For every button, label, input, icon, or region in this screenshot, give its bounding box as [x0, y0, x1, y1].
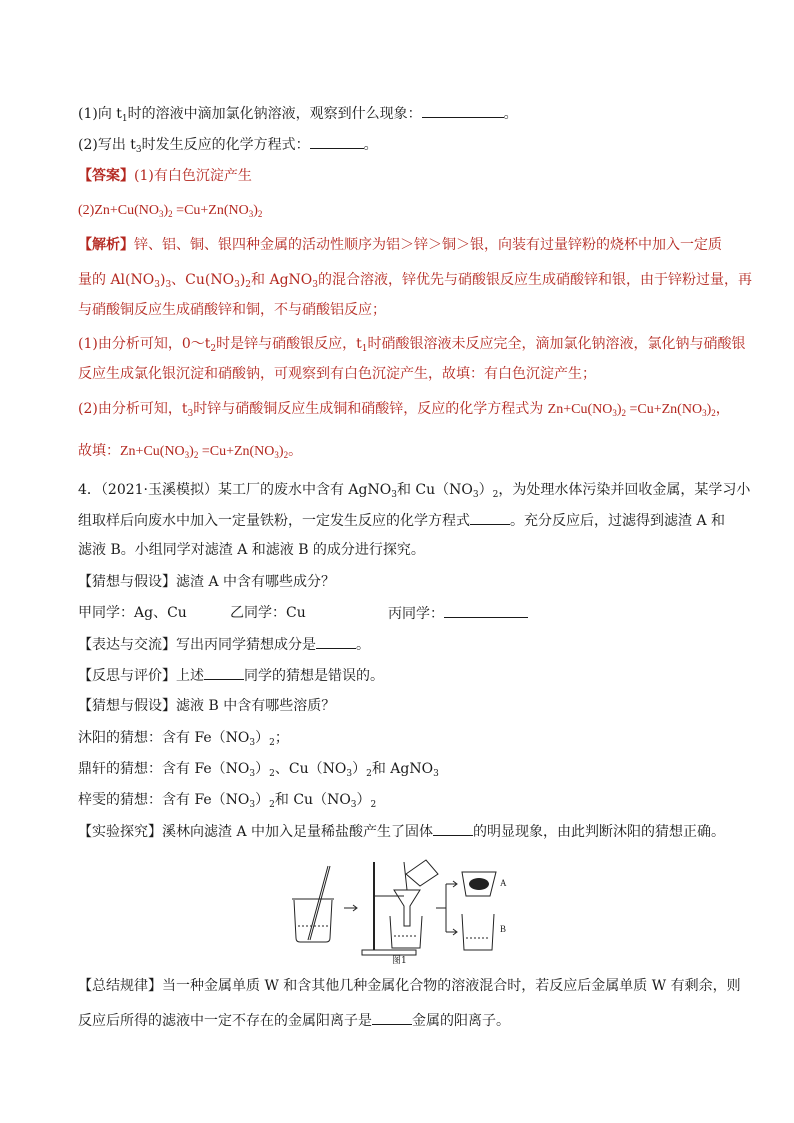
- experiment: 【实验探究】溪林向滤渣 A 中加入足量稀盐酸产生了固体 的明显现象，由此判断沐阳的猜想正确。: [78, 821, 725, 842]
- analysis-line-4: (1)由分析可知，$0\sim t_2$时是锌与硝酸银反应，$t_1$时硝酸银溶液未反应完全，滴加氯化钠溶液，氯化钠与硝酸银: [78, 336, 746, 354]
- guess-dingxuan: 鼎轩的猜想：含有 $Fe(NO_3)_2$、$Cu(NO_3)_2$和 AgNO$_3$: [78, 761, 439, 779]
- hypothesis-2: 【猜想与假设】滤液 B 中含有哪些溶质？: [78, 698, 336, 714]
- analysis-line-2: 量的 $Al(NO_3)_3$、$Cu(NO_3)_2$和 AgNO$_3$的混合溶液，锌优先与硝酸银反应生成硝酸锌和银，由于锌粉过量，再: [78, 272, 753, 290]
- analysis-label: 【解析】: [78, 237, 134, 253]
- answer-blank[interactable]: [372, 1010, 412, 1025]
- summary-line-1: 【总结规律】当一种金属单质 W 和含其他几种金属化合物的溶液混合时，若反应后金属单质 W 有剩余，则: [78, 978, 741, 994]
- answer-blank[interactable]: [470, 510, 510, 525]
- analysis-line-3: 与硝酸铜反应生成硝酸锌和铜，不与硝酸铝反应；: [78, 302, 386, 318]
- q3-sub2: (2)写出 $t_3$时发生反应的化学方程式： 。: [78, 134, 378, 155]
- guess-jia: 甲同学：Ag、Cu: [78, 605, 187, 621]
- summary-line-2: 反应后所得的滤液中一定不存在的金属阳离子是 金属的阳离子。: [78, 1010, 510, 1031]
- answer-blank[interactable]: [204, 665, 244, 680]
- q3-sub1: (1)向 $t_1$时的溶液中滴加氯化钠溶液，观察到什么现象： 。: [78, 103, 518, 124]
- analysis-line-5: 反应生成氯化银沉淀和硝酸钠，可观察到有白色沉淀产生，故填：有白色沉淀产生；: [78, 366, 596, 382]
- q4-stem-line-2: 组取样后向废水中加入一定量铁粉，一定发生反应的化学方程式 。充分反应后，过滤得到滤渣 A 和: [78, 510, 725, 531]
- filtration-figure: [286, 856, 516, 964]
- residue-shape: [469, 878, 489, 890]
- label-b: B: [500, 924, 507, 934]
- answer-label: 【答案】: [78, 168, 134, 184]
- express-exchange: 【表达与交流】写出丙同学猜想成分是 。: [78, 634, 370, 655]
- guess-muyang: 沐阳的猜想：含有 $Fe(NO_3)_2$；: [78, 730, 289, 748]
- guess-yi: 乙同学：Cu: [230, 605, 306, 621]
- answer-2: $(2)Zn+Cu(NO_3)_2 =Cu+Zn(NO_3)_2$: [78, 203, 263, 219]
- guesses-row: [78, 603, 187, 623]
- analysis-line-6: (2)由分析可知，$t_3$时锌与硝酸铜反应生成铜和硝酸锌，反应的化学方程式为 $Zn+Cu(NO_3)_2 =Cu+Zn(NO_3)_2$，: [78, 401, 730, 419]
- analysis-line-1: 【解析】锌、铝、铜、银四种金属的活动性顺序为铝＞锌＞铜＞银，向装有过量锌粉的烧杯中加入一定质: [78, 237, 722, 253]
- answer-blank[interactable]: [316, 634, 356, 649]
- answer-section: [78, 166, 252, 186]
- label-a: A: [500, 878, 507, 888]
- answer-blank[interactable]: [433, 821, 473, 836]
- analysis-line-7: 故填：$Zn+Cu(NO_3)_2 =Cu+Zn(NO_3)_2$。: [78, 443, 303, 460]
- q4-stem-line-3: 滤液 B。小组同学对滤渣 A 和滤液 B 的成分进行探究。: [78, 542, 425, 558]
- answer-blank[interactable]: [310, 134, 364, 149]
- answer-blank[interactable]: [444, 603, 528, 618]
- hypothesis-1: 【猜想与假设】滤渣 A 中含有哪些成分？: [78, 574, 336, 590]
- guess-bing: 丙同学：: [388, 603, 528, 624]
- guess-ziwen: 梓雯的猜想：含有 $Fe(NO_3)_2$和 $Cu(NO_3)_2$: [78, 792, 377, 810]
- answer-1: (1)有白色沉淀产生: [134, 168, 252, 184]
- reflect-evaluate: 【反思与评价】上述 同学的猜想是错误的。: [78, 665, 384, 686]
- figure-caption: 图1: [392, 956, 407, 966]
- answer-blank[interactable]: [422, 103, 504, 118]
- q4-stem-line-1: 4．（2021·玉溪模拟）某工厂的废水中含有 AgNO$_3$和 $Cu(NO_3)_2$，为处理水体污染并回收金属，某学习小: [78, 482, 751, 500]
